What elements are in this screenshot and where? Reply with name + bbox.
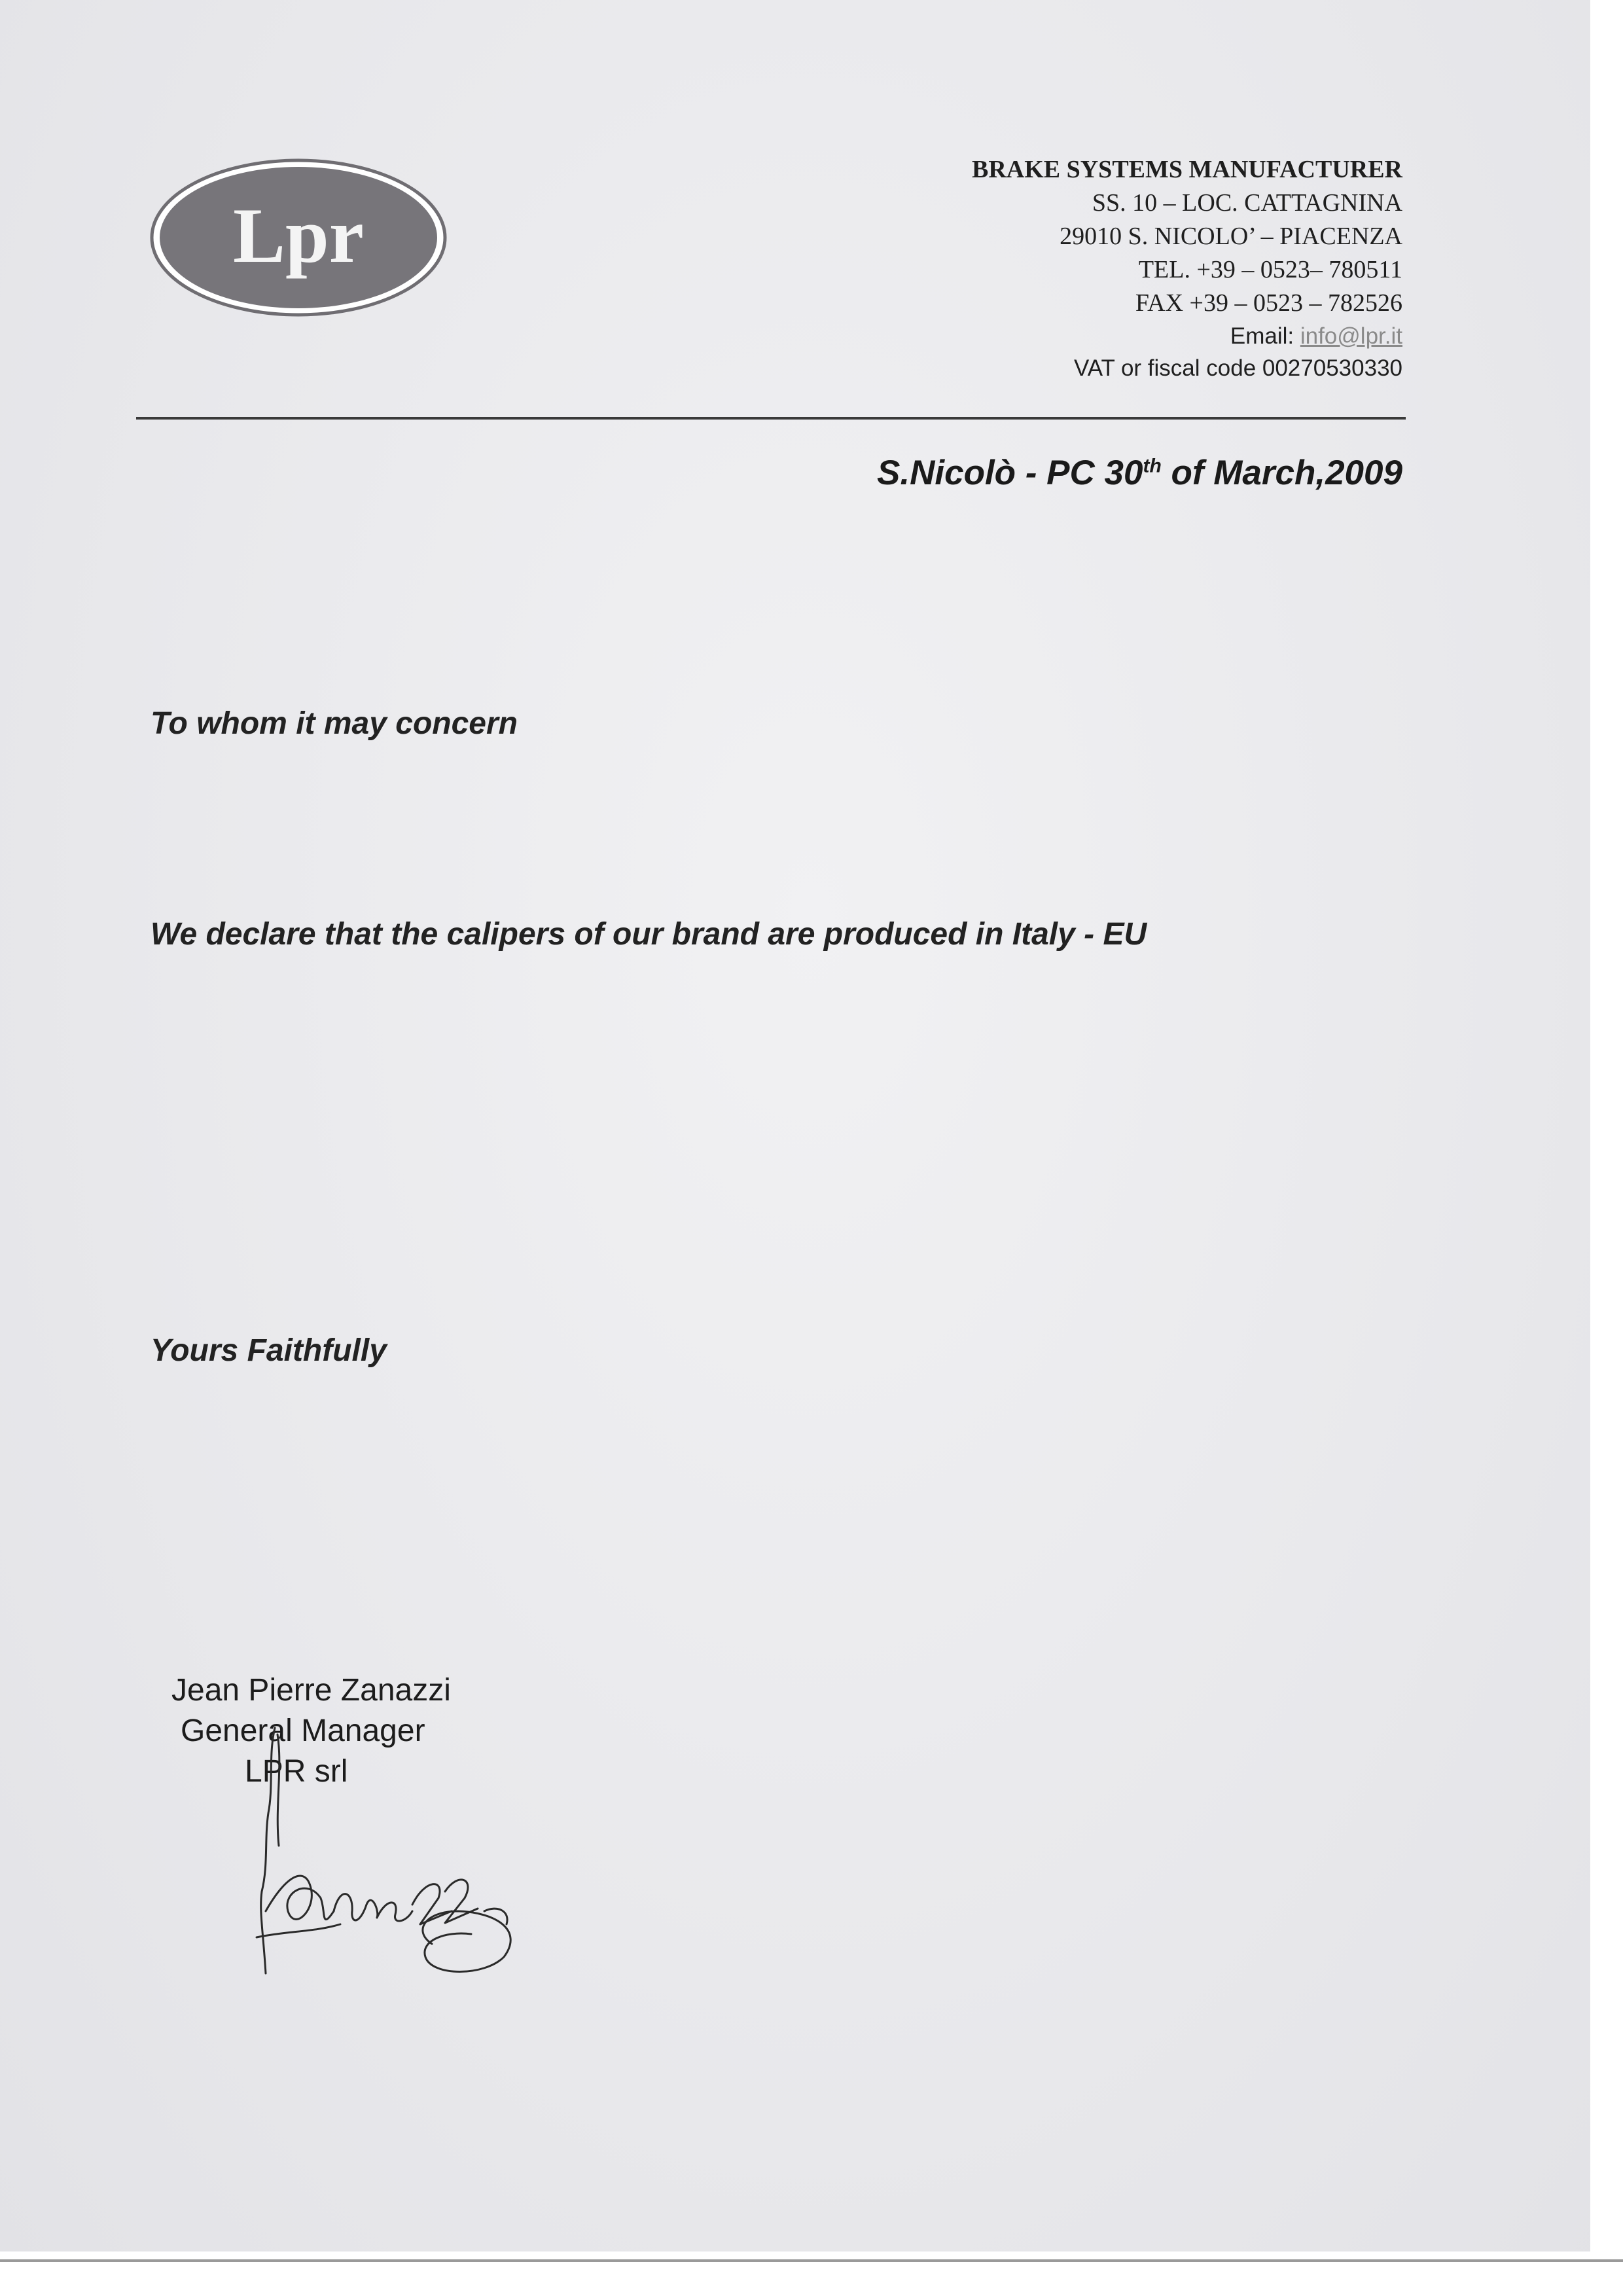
company-tagline: BRAKE SYSTEMS MANUFACTURER — [971, 156, 1402, 183]
fax: FAX +39 – 0523 – 782526 — [1135, 289, 1402, 317]
handwritten-signature — [249, 1715, 550, 1990]
scan-edge-line — [0, 2259, 1623, 2262]
address-line-1: SS. 10 – LOC. CATTAGNINA — [1092, 189, 1402, 217]
date-prefix: S.Nicolò - PC 30 — [877, 454, 1143, 492]
company-header — [748, 153, 1402, 384]
telephone: TEL. +39 – 0523– 780511 — [1138, 256, 1402, 283]
salutation: To whom it may concern — [151, 706, 518, 741]
email-link[interactable]: info@lpr.it — [1300, 323, 1402, 349]
address-line-2: 29010 S. NICOLO’ – PIACENZA — [1060, 223, 1402, 250]
lpr-logo-graphic — [148, 156, 449, 319]
letter-date — [877, 453, 1402, 493]
date-rest: of March,2009 — [1161, 454, 1402, 492]
scan-margin-right — [1590, 0, 1623, 2296]
logo-text: Lpr — [232, 192, 365, 279]
email-label: Email: — [1230, 323, 1294, 349]
vat-code: VAT or fiscal code 00270530330 — [1073, 355, 1402, 381]
declaration: We declare that the calipers of our brand are produced in Italy - EU — [151, 917, 1147, 952]
email-line — [748, 320, 1402, 352]
lpr-logo — [148, 156, 449, 319]
header-divider — [136, 417, 1406, 420]
closing: Yours Faithfully — [151, 1333, 387, 1368]
scan-margin-bottom — [0, 2251, 1623, 2296]
signatory-name: Jean Pierre Zanazzi — [171, 1673, 451, 1708]
signatory-company: LPR srl — [245, 1754, 348, 1789]
signatory-title: General Manager — [181, 1713, 425, 1748]
signature-graphic — [249, 1715, 550, 1990]
date-ordinal: th — [1143, 455, 1162, 477]
